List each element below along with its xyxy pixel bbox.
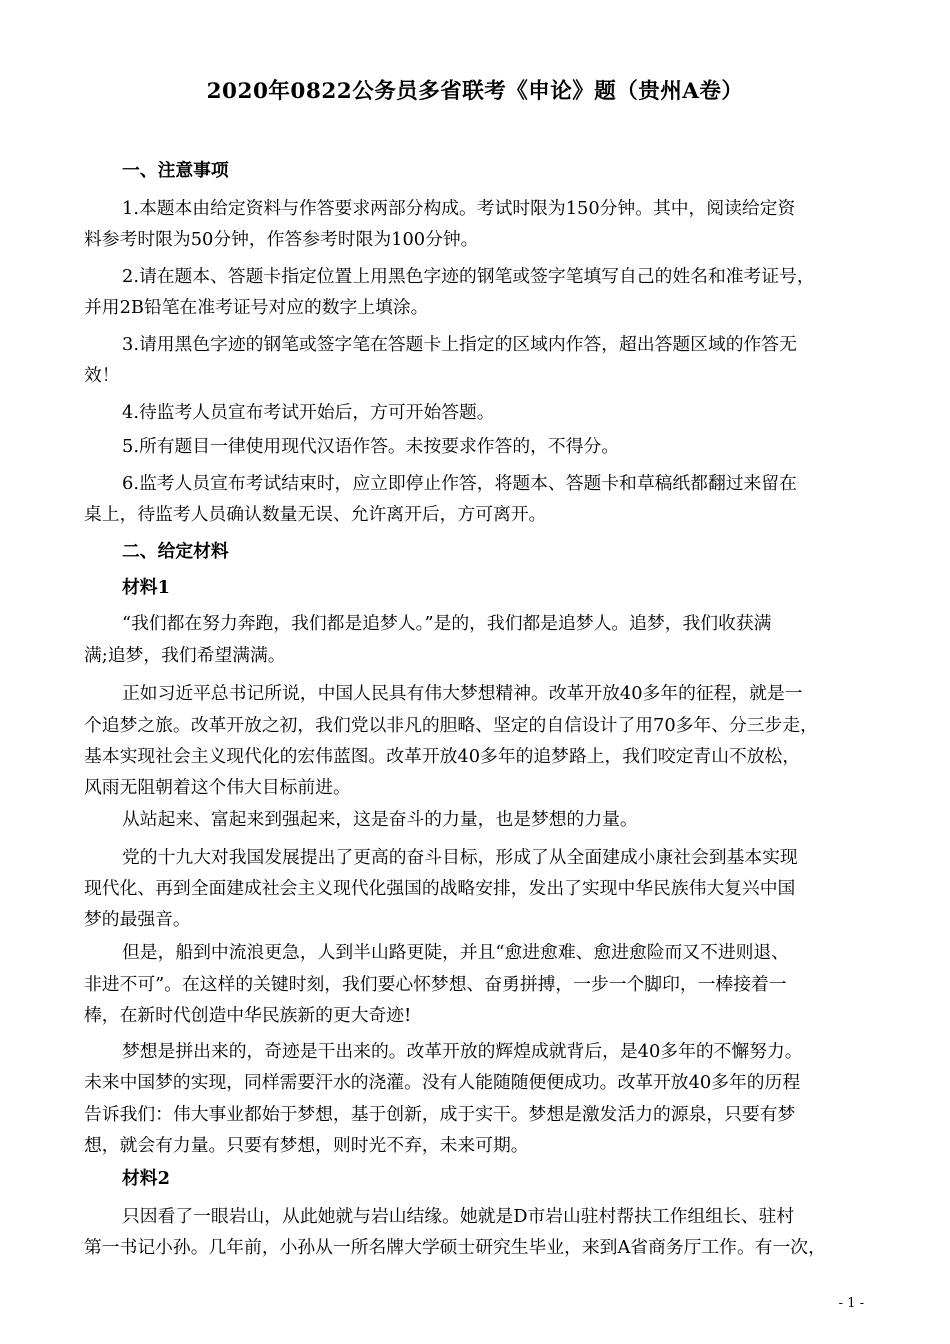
note-item: 桌上，待监考人员确认数量无误、允许离开后，方可离开。 (84, 504, 547, 525)
paragraph-line: “我们都在努力奔跑，我们都是追梦人。”是的，我们都是追梦人。追梦，我们收获满 (122, 613, 772, 634)
paragraph-line: 告诉我们：伟大事业都始于梦想，基于创新，成于实干。梦想是激发活力的源泉，只要有梦 (84, 1104, 796, 1125)
paragraph-line: 正如习近平总书记所说，中国人民具有伟大梦想精神。改革开放40多年的征程，就是一 (122, 683, 803, 704)
paragraph-line: 想，就会有力量。只要有梦想，则时光不弃，未来可期。 (84, 1135, 529, 1156)
paragraph-line: 现代化、再到全面建成社会主义现代化强国的战略安排，发出了实现中华民族伟大复兴中国 (84, 878, 796, 899)
section-heading-notes: 一、注意事项 (122, 160, 229, 181)
note-item: 并用2B铅笔在准考证号对应的数字上填涂。 (84, 297, 429, 318)
paragraph-line: 个追梦之旅。改革开放之初，我们党以非凡的胆略、坚定的自信设计了用70多年、分三步走， (84, 715, 818, 736)
material-heading: 材料1 (122, 577, 170, 598)
paragraph-line: 棒，在新时代创造中华民族新的更大奇迹! (84, 1005, 412, 1026)
paragraph-line: 从站起来、富起来到强起来，这是奋斗的力量，也是梦想的力量。 (122, 809, 638, 830)
note-item: 5.所有题目一律使用现代汉语作答。未按要求作答的，不得分。 (122, 436, 620, 457)
paragraph-line: 只因看了一眼岩山，从此她就与岩山结缘。她就是D市岩山驻村帮扶工作组组长、驻村 (122, 1206, 795, 1227)
note-item: 1.本题本由给定资料与作答要求两部分构成。考试时限为150分钟。其中，阅读给定资 (122, 198, 796, 219)
note-item: 效！ (84, 365, 120, 386)
note-item: 3.请用黑色字迹的钢笔或签字笔在答题卡上指定的区域内作答，超出答题区域的作答无 (122, 334, 797, 355)
paragraph-line: 未来中国梦的实现，同样需要汗水的浇灌。没有人能随随便便成功。改革开放40多年的历程 (84, 1072, 801, 1093)
paragraph-line: 非进不可”。在这样的关键时刻，我们要心怀梦想、奋勇拼搏，一步一个脚印，一棒接着一 (84, 974, 787, 995)
note-item: 2.请在题本、答题卡指定位置上用黑色字迹的钢笔或签字笔填写自己的姓名和准考证号， (122, 266, 815, 287)
paragraph-line: 第一书记小孙。几年前，小孙从一所名牌大学硕士研究生毕业，来到A省商务厅工作。有一次， (84, 1237, 826, 1258)
paragraph-line: 基本实现社会主义现代化的宏伟蓝图。改革开放40多年的追梦路上，我们咬定青山不放松， (84, 746, 801, 767)
note-item: 6.监考人员宣布考试结束时，应立即停止作答，将题本、答题卡和草稿纸都翻过来留在 (122, 473, 797, 494)
paragraph-line: 梦想是拼出来的，奇迹是干出来的。改革开放的辉煌成就背后，是40多年的不懈努力。 (122, 1041, 803, 1062)
note-item: 料参考时限为50分钟，作答参考时限为100分钟。 (84, 229, 479, 250)
paragraph-line: 但是，船到中流浪更急，人到半山路更陡，并且“愈进愈难、愈进愈险而又不进则退、 (122, 942, 789, 963)
paragraph-line: 党的十九大对我国发展提出了更高的奋斗目标，形成了从全面建成小康社会到基本实现 (122, 847, 798, 868)
paragraph-line: 满;追梦，我们希望满满。 (84, 645, 286, 666)
paragraph-line: 梦的最强音。 (84, 909, 191, 930)
note-item: 4.待监考人员宣布考试开始后，方可开始答题。 (122, 402, 495, 423)
material-heading: 材料2 (122, 1168, 170, 1189)
page-number: - 1 - (838, 1296, 864, 1311)
paragraph-line: 风雨无阻朝着这个伟大目标前进。 (84, 777, 351, 798)
document-title: 2020年0822公务员多省联考《申论》题（贵州A卷） (206, 79, 744, 104)
section-heading-materials: 二、给定材料 (122, 541, 229, 562)
